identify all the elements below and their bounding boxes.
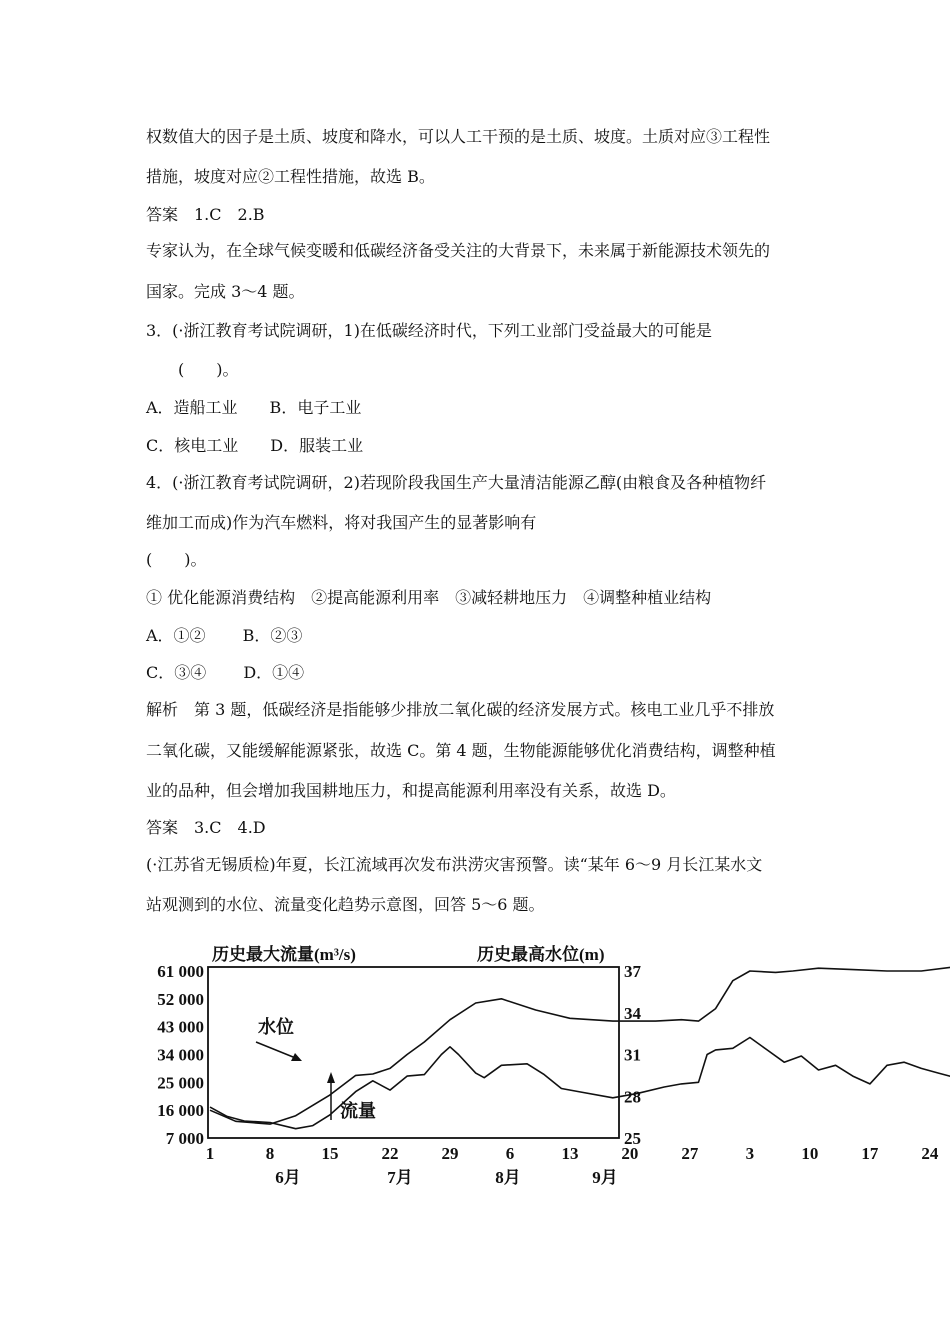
month-label: 8月	[495, 1168, 521, 1187]
question-3: 3．(·浙江教育考试院调研，1)在低碳经济时代，下列工业部门受益最大的可能是	[146, 321, 712, 340]
x-tick-label: 29	[441, 1144, 459, 1163]
flow-arrowhead	[327, 1072, 335, 1083]
month-label: 6月	[275, 1168, 301, 1187]
question-3-options: A．造船工业 B．电子工业	[146, 398, 362, 417]
x-tick-label: 22	[381, 1144, 399, 1163]
flow-label: 流量	[340, 1101, 376, 1121]
month-label: 9月	[592, 1168, 618, 1187]
y-right-tick-label: 28	[624, 1087, 641, 1107]
text-line: 站观测到的水位、流量变化趋势示意图，回答 5～6 题。	[146, 895, 545, 914]
x-tick-label: 3	[745, 1144, 755, 1163]
y-right-tick-label: 25	[624, 1129, 641, 1148]
analysis-line: 业的品种，但会增加我国耕地压力，和提高能源利用率没有关系，故选 D。	[146, 781, 676, 800]
text-line: 国家。完成 3～4 题。	[146, 282, 305, 301]
right-axis	[624, 962, 642, 1148]
text-line: 措施，坡度对应②工程性措施，故选 B。	[146, 167, 435, 186]
y-right-tick-label: 31	[624, 1045, 641, 1065]
text-line: 专家认为，在全球气候变暖和低碳经济备受关注的大背景下，未来属于新能源技术领先的	[146, 241, 771, 260]
y-left-tick-label: 34 000	[157, 1045, 204, 1065]
answer-line: 答案 1.C 2.B	[146, 205, 265, 224]
month-labels	[275, 1168, 618, 1187]
x-tick-label: 20	[621, 1144, 639, 1163]
water-level-label: 水位	[258, 1017, 294, 1037]
x-tick-label: 17	[861, 1144, 879, 1163]
y-right-tick-label: 34	[624, 1003, 641, 1023]
x-tick-label: 13	[561, 1144, 579, 1163]
chart-title-left: 历史最大流量(m³/s)	[212, 945, 356, 964]
chart-title-right: 历史最高水位(m)	[477, 945, 605, 964]
water-level-line	[210, 967, 950, 1124]
water-level-annotation	[256, 1016, 302, 1061]
question-4: 4．(·浙江教育考试院调研，2)若现阶段我国生产大量清洁能源乙醇(由粮食及各种植物纤	[146, 473, 767, 492]
question-4-items: ① 优化能源消费结构 ②提高能源利用率 ③减轻耕地压力 ④调整种植业结构	[146, 588, 712, 607]
y-left-tick-label: 16 000	[157, 1101, 204, 1121]
text-line: 权数值大的因子是土质、坡度和降水，可以人工干预的是土质、坡度。土质对应③工程性	[146, 127, 771, 146]
analysis-line: 二氧化碳，又能缓解能源紧张，故选 C。第 4 题，生物能源能够优化消费结构，调整种植	[146, 741, 776, 760]
flow-line	[210, 1038, 950, 1129]
y-right-tick-label: 37	[624, 962, 641, 981]
x-tick-label: 8	[265, 1144, 275, 1163]
question-4-options: C．③④ D．①④	[146, 663, 305, 682]
analysis-line: 解析 第 3 题，低碳经济是指能够少排放二氧化碳的经济发展方式。核电工业几乎不排放	[146, 700, 775, 719]
y-left-tick-label: 7 000	[165, 1129, 204, 1148]
x-tick-label: 24	[921, 1144, 939, 1163]
y-left-tick-label: 52 000	[157, 989, 204, 1009]
series-lines	[210, 967, 950, 1129]
y-left-tick-label: 43 000	[157, 1017, 204, 1037]
question-4-blank: ( )。	[146, 550, 207, 569]
month-label: 7月	[387, 1168, 413, 1187]
left-axis	[157, 962, 204, 1148]
y-left-tick-label: 61 000	[157, 962, 204, 981]
water-level-arrow	[256, 1042, 298, 1059]
x-tick-label: 27	[681, 1144, 699, 1163]
plot-frame	[208, 967, 619, 1138]
x-tick-label: 1	[205, 1144, 215, 1163]
x-axis	[206, 1144, 950, 1163]
question-4-options: A．①② B．②③	[146, 626, 303, 645]
text-line: (·江苏省无锡质检)年夏，长江流域再次发布洪涝灾害预警。读“某年 6～9 月长江某水文	[146, 855, 763, 874]
question-3-blank: ( )。	[178, 360, 239, 379]
x-tick-label: 15	[321, 1144, 339, 1163]
y-left-tick-label: 25 000	[157, 1073, 204, 1093]
question-4: 维加工而成)作为汽车燃料，将对我国产生的显著影响有	[146, 513, 537, 532]
x-tick-label: 10	[801, 1144, 819, 1163]
question-3-options: C．核电工业 D．服装工业	[146, 436, 364, 455]
answer-line: 答案 3.C 4.D	[146, 818, 266, 837]
x-tick-label: 6	[505, 1144, 515, 1163]
